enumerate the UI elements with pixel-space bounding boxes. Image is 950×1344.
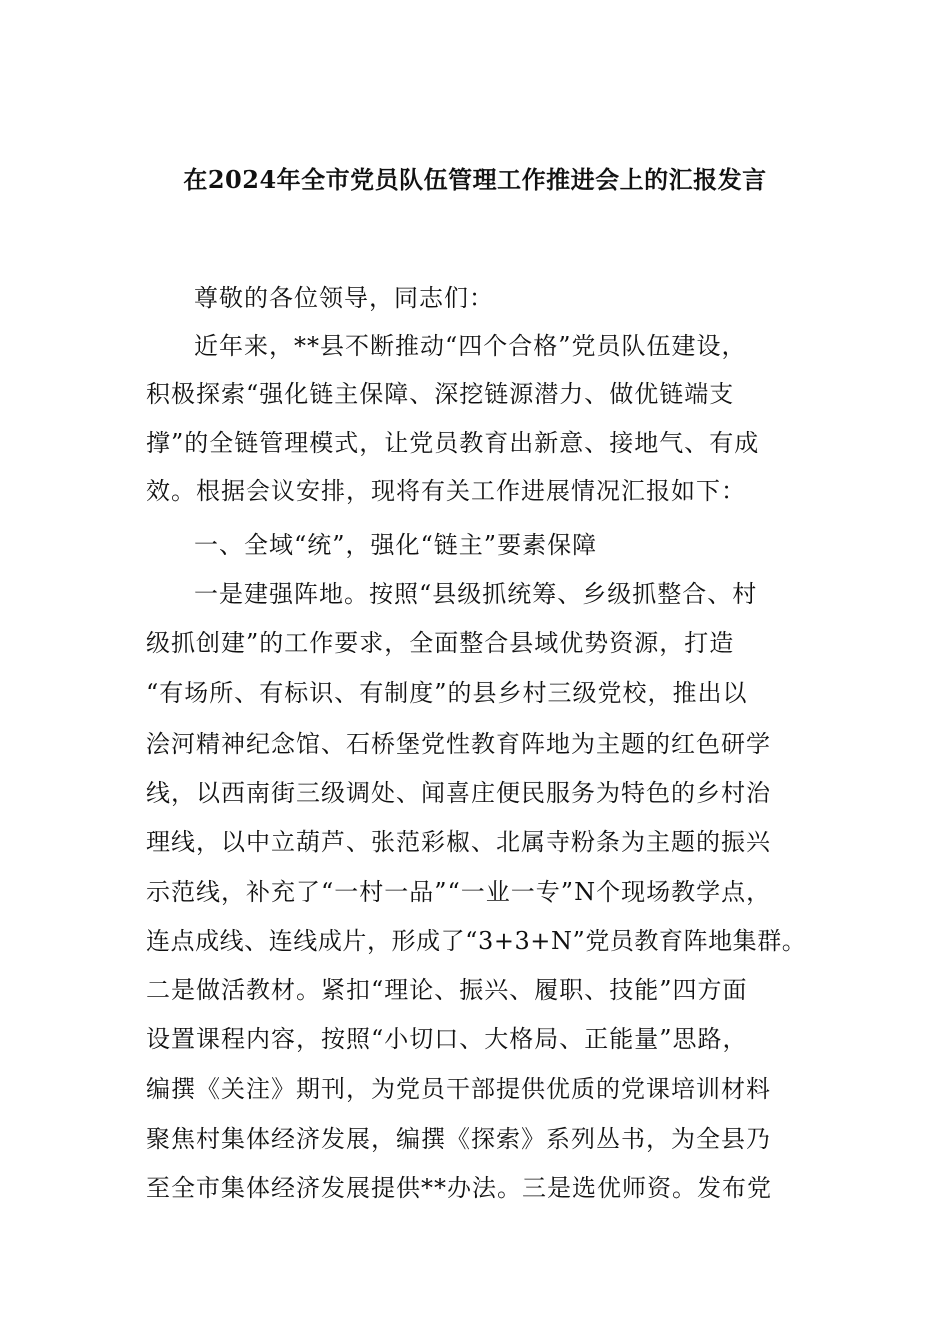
body-line-13: 示范线，补充了“一村一品”“一业一专”N个现场教学点，	[146, 878, 772, 906]
body-line-5: 效。根据会议安排，现将有关工作进展情况汇报如下：	[146, 477, 746, 505]
document-title: 在2024年全市党员队伍管理工作推进会上的汇报发言	[183, 165, 767, 194]
body-line-16: 设置课程内容，按照“小切口、大格局、正能量”思路，	[146, 1025, 748, 1053]
body-line-3: 积极探索“强化链主保障、深挖链源潜力、做优链端支	[146, 380, 735, 408]
body-line-14: 连点成线、连线成片，形成了“3+3+N”党员教育阵地集群。	[146, 927, 807, 955]
body-line-10: 浍河精神纪念馆、石桥堡党性教育阵地为主题的红色研学	[146, 730, 771, 758]
body-line-15: 二是做活教材。紧扣“理论、振兴、履职、技能”四方面	[146, 976, 748, 1004]
body-line-1: 尊敬的各位领导，同志们：	[194, 284, 494, 312]
body-line-9: “有场所、有标识、有制度”的县乡村三级党校，推出以	[146, 679, 748, 707]
body-line-7: 一是建强阵地。按照“县级抓统筹、乡级抓整合、村	[194, 580, 758, 608]
body-line-17: 编撰《关注》期刊，为党员干部提供优质的党课培训材料	[146, 1075, 771, 1103]
body-line-8: 级抓创建”的工作要求，全面整合县域优势资源，打造	[146, 629, 735, 657]
body-line-2: 近年来，**县不断推动“四个合格”党员队伍建设，	[194, 332, 747, 360]
section-heading-1: 一、全域“统”，强化“链主”要素保障	[194, 531, 598, 559]
body-line-18: 聚焦村集体经济发展，编撰《探索》系列丛书，为全县乃	[146, 1125, 771, 1153]
body-line-19: 至全市集体经济发展提供**办法。三是选优师资。发布党	[146, 1174, 772, 1202]
body-line-11: 线，以西南街三级调处、闻喜庄便民服务为特色的乡村治	[146, 779, 771, 807]
body-line-12: 理线，以中立葫芦、张范彩椒、北属寺粉条为主题的振兴	[146, 828, 771, 856]
body-line-4: 撑”的全链管理模式，让党员教育出新意、接地气、有成	[146, 429, 760, 457]
